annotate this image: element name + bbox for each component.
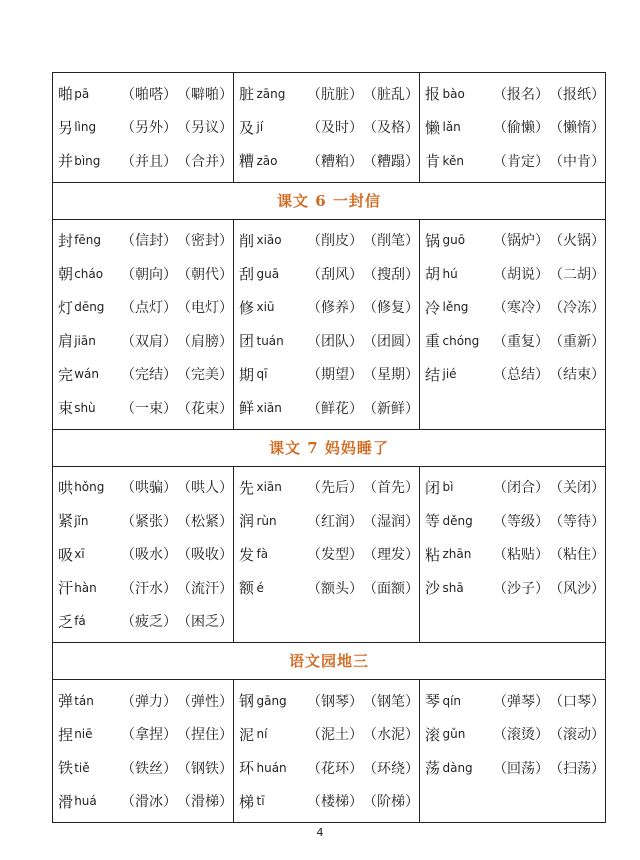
hanzi: 铁 (58, 759, 74, 778)
pinyin: guō (442, 233, 466, 248)
word-column (419, 467, 605, 643)
pinyin: dàng (442, 760, 473, 775)
hanzi: 糟 (239, 152, 255, 171)
pinyin: wán (74, 367, 99, 382)
word-example: （点灯） (121, 300, 177, 317)
word-example: （另外） (121, 120, 177, 137)
word-example: （肮脏） (307, 86, 363, 103)
word-example: （滚烫） (493, 727, 549, 744)
word-row (234, 538, 419, 572)
word-example: （滑冰） (121, 794, 177, 811)
hanzi: 闭 (425, 478, 441, 497)
word-row (53, 224, 233, 258)
word-example: （完结） (121, 367, 177, 384)
word-row (420, 224, 605, 258)
word-example: （修复） (363, 300, 419, 317)
word-row (234, 751, 419, 785)
hanzi: 削 (239, 231, 255, 250)
word-example: （冷冻） (549, 300, 605, 317)
word-example: （吸收） (177, 547, 233, 564)
word-example: （弹琴） (493, 693, 549, 710)
word-column (53, 680, 233, 822)
pinyin: tī (256, 794, 265, 809)
pinyin: lǎn (442, 120, 461, 135)
pinyin: huán (256, 760, 287, 775)
hanzi: 并 (58, 152, 74, 171)
pinyin: hǒng (74, 480, 105, 495)
hanzi: 灯 (58, 298, 74, 317)
word-row (234, 684, 419, 718)
word-example: （报纸） (549, 86, 605, 103)
word-example: （糟粕） (307, 153, 363, 170)
word-column (233, 73, 419, 182)
word-row (420, 504, 605, 538)
word-example: （闭合） (493, 480, 549, 497)
hanzi: 弹 (58, 692, 74, 711)
pinyin: tuán (256, 333, 284, 348)
word-column (53, 220, 233, 429)
word-example: （面额） (363, 580, 419, 597)
word-example: （弹性） (177, 693, 233, 710)
hanzi: 紧 (58, 512, 74, 531)
hanzi: 吸 (58, 545, 74, 564)
hanzi: 发 (239, 545, 255, 564)
pinyin: fá (74, 614, 86, 629)
word-example: （红润） (307, 513, 363, 530)
section-title: 语文园地三 (53, 643, 605, 680)
word-column (53, 467, 233, 643)
word-row (234, 111, 419, 145)
word-example: （二胡） (549, 266, 605, 283)
word-row (53, 77, 233, 111)
word-row (420, 571, 605, 605)
word-row (234, 257, 419, 291)
hanzi: 先 (239, 478, 255, 497)
hanzi: 报 (425, 85, 441, 104)
pinyin: gāng (256, 693, 287, 708)
word-example: （及格） (363, 120, 419, 137)
word-example: （鲜花） (307, 400, 363, 417)
word-example: （啪嗒） (121, 86, 177, 103)
word-row (420, 684, 605, 718)
word-row (420, 324, 605, 358)
word-example: （团队） (307, 333, 363, 350)
hanzi: 束 (58, 399, 74, 418)
word-example: （泥土） (307, 727, 363, 744)
pinyin: ní (256, 727, 268, 742)
hanzi: 泥 (239, 725, 255, 744)
word-example: （并且） (121, 153, 177, 170)
pinyin: rùn (256, 513, 277, 528)
word-example: （肩膀） (177, 333, 233, 350)
word-row (420, 538, 605, 572)
hanzi: 琴 (425, 692, 441, 711)
word-example: （发型） (307, 547, 363, 564)
pinyin: xī (74, 547, 85, 562)
hanzi: 重 (425, 332, 441, 351)
word-row (234, 224, 419, 258)
word-example: （理发） (363, 547, 419, 564)
word-example: （环绕） (363, 760, 419, 777)
pinyin: fēng (74, 233, 102, 248)
hanzi: 刮 (239, 265, 255, 284)
word-example: （额头） (307, 580, 363, 597)
word-example: （火锅） (549, 233, 605, 250)
lesson-block (53, 680, 605, 822)
word-example: （脏乱） (363, 86, 419, 103)
word-row (53, 471, 233, 505)
pinyin: jiān (74, 333, 96, 348)
word-example: （等待） (549, 513, 605, 530)
word-row (53, 538, 233, 572)
hanzi: 肩 (58, 332, 74, 351)
word-row (234, 144, 419, 178)
hanzi: 另 (58, 118, 74, 137)
pinyin: tiě (74, 760, 90, 775)
word-example: （一束） (121, 400, 177, 417)
pinyin: zhān (442, 547, 472, 562)
word-example: （重复） (493, 333, 549, 350)
word-example: （首先） (363, 480, 419, 497)
word-example: （花环） (307, 760, 363, 777)
hanzi: 锅 (425, 231, 441, 250)
hanzi: 冷 (425, 298, 441, 317)
word-example: （钢铁） (177, 760, 233, 777)
word-column (233, 680, 419, 822)
word-row (53, 291, 233, 325)
word-example: （削皮） (307, 233, 363, 250)
word-example: （水泥） (363, 727, 419, 744)
word-example: （噼啪） (177, 86, 233, 103)
word-example: （钢琴） (307, 693, 363, 710)
word-row (234, 391, 419, 425)
word-row (53, 324, 233, 358)
word-example: （风沙） (549, 580, 605, 597)
word-example: （偷懒） (493, 120, 549, 137)
hanzi: 团 (239, 332, 255, 351)
word-row (420, 257, 605, 291)
word-example: （密封） (177, 233, 233, 250)
pinyin: xiān (256, 400, 282, 415)
word-example: （星期） (363, 367, 419, 384)
word-example: （刮风） (307, 266, 363, 283)
lesson-block (53, 220, 605, 430)
vocabulary-table (52, 72, 606, 823)
word-example: （疲乏） (121, 614, 177, 631)
word-row (53, 571, 233, 605)
word-example: （扫荡） (549, 760, 605, 777)
word-example: （期望） (307, 367, 363, 384)
word-example: （结束） (549, 367, 605, 384)
word-example: （滚动） (549, 727, 605, 744)
hanzi: 封 (58, 231, 74, 250)
hanzi: 钢 (239, 692, 255, 711)
hanzi: 懒 (425, 118, 441, 137)
word-row (234, 471, 419, 505)
hanzi: 滚 (425, 725, 441, 744)
word-row (53, 785, 233, 819)
word-row (53, 605, 233, 639)
word-row (420, 77, 605, 111)
word-row (234, 358, 419, 392)
word-example: （钢笔） (363, 693, 419, 710)
pinyin: lěng (442, 300, 469, 315)
pinyin: lìng (74, 120, 97, 135)
word-example: （朝向） (121, 266, 177, 283)
word-example: （另议） (177, 120, 233, 137)
hanzi: 啪 (58, 85, 74, 104)
hanzi: 哄 (58, 478, 74, 497)
pinyin: kěn (442, 153, 464, 168)
pinyin: qī (256, 367, 268, 382)
word-row (234, 718, 419, 752)
word-row (53, 144, 233, 178)
hanzi: 润 (239, 512, 255, 531)
word-example: （松紧） (177, 513, 233, 530)
word-column (53, 73, 233, 182)
word-example: （沙子） (493, 580, 549, 597)
word-row (234, 571, 419, 605)
word-column (233, 220, 419, 429)
word-example: （捏住） (177, 727, 233, 744)
word-example: （寒冷） (493, 300, 549, 317)
hanzi: 结 (425, 365, 441, 384)
word-example: （阶梯） (363, 794, 419, 811)
pinyin: xiū (256, 300, 275, 315)
hanzi: 完 (58, 365, 74, 384)
word-example: （锅炉） (493, 233, 549, 250)
pinyin: tán (74, 693, 94, 708)
word-example: （报名） (493, 86, 549, 103)
word-example: （总结） (493, 367, 549, 384)
hanzi: 粘 (425, 545, 441, 564)
pinyin: fà (256, 547, 269, 562)
word-row (53, 504, 233, 538)
word-row (53, 684, 233, 718)
word-row (420, 718, 605, 752)
word-example: （楼梯） (307, 794, 363, 811)
word-row (53, 751, 233, 785)
hanzi: 肯 (425, 152, 441, 171)
pinyin: hàn (74, 580, 97, 595)
word-example: （中肯） (549, 153, 605, 170)
pinyin: dēng (74, 300, 105, 315)
pinyin: pā (74, 86, 90, 101)
pinyin: cháo (74, 266, 104, 281)
word-example: （懒惰） (549, 120, 605, 137)
section-title: 课文 7 妈妈睡了 (53, 430, 605, 467)
word-example: （铁丝） (121, 760, 177, 777)
word-example: （完美） (177, 367, 233, 384)
word-example: （胡说） (493, 266, 549, 283)
word-example: （及时） (307, 120, 363, 137)
word-row (420, 358, 605, 392)
hanzi: 沙 (425, 579, 441, 598)
pinyin: qín (442, 693, 462, 708)
word-row (234, 785, 419, 819)
word-row (234, 291, 419, 325)
word-example: （花束） (177, 400, 233, 417)
hanzi: 期 (239, 365, 255, 384)
hanzi: 汗 (58, 579, 74, 598)
word-row (53, 718, 233, 752)
hanzi: 额 (239, 579, 255, 598)
word-row (53, 358, 233, 392)
word-example: （糟蹋） (363, 153, 419, 170)
page-number: 4 (316, 826, 324, 839)
word-example: （汗水） (121, 580, 177, 597)
word-example: （弹力） (121, 693, 177, 710)
word-example: （紧张） (121, 513, 177, 530)
hanzi: 荡 (425, 759, 441, 778)
pinyin: chóng (442, 333, 480, 348)
word-example: （粘贴） (493, 547, 549, 564)
word-example: （滑梯） (177, 794, 233, 811)
hanzi: 捏 (58, 725, 74, 744)
pinyin: bào (442, 86, 465, 101)
word-row (420, 751, 605, 785)
hanzi: 滑 (58, 792, 74, 811)
word-example: （削笔） (363, 233, 419, 250)
word-example: （哄人） (177, 480, 233, 497)
word-row (53, 391, 233, 425)
word-example: （双肩） (121, 333, 177, 350)
pinyin: gǔn (442, 727, 466, 742)
word-row (420, 111, 605, 145)
hanzi: 等 (425, 512, 441, 531)
word-example: （等级） (493, 513, 549, 530)
word-example: （电灯） (177, 300, 233, 317)
word-example: （流汗） (177, 580, 233, 597)
word-example: （合并） (177, 153, 233, 170)
word-example: （修养） (307, 300, 363, 317)
hanzi: 朝 (58, 265, 74, 284)
hanzi: 环 (239, 759, 255, 778)
pinyin: xiāo (256, 233, 282, 248)
word-example: （湿润） (363, 513, 419, 530)
word-example: （先后） (307, 480, 363, 497)
word-example: （肯定） (493, 153, 549, 170)
word-row (420, 291, 605, 325)
word-example: （困乏） (177, 614, 233, 631)
pinyin: bì (442, 480, 454, 495)
word-example: （拿捏） (121, 727, 177, 744)
word-row (420, 144, 605, 178)
word-example: （新鲜） (363, 400, 419, 417)
pinyin: guā (256, 266, 280, 281)
hanzi: 鲜 (239, 399, 255, 418)
pinyin: é (256, 580, 264, 595)
pinyin: jié (442, 367, 457, 382)
section-title: 课文 6 一封信 (53, 183, 605, 220)
word-row (234, 77, 419, 111)
pinyin: zāng (256, 86, 286, 101)
hanzi: 及 (239, 118, 255, 137)
word-example: （哄骗） (121, 480, 177, 497)
word-row (53, 257, 233, 291)
word-example: （重新） (549, 333, 605, 350)
word-example: （团圆） (363, 333, 419, 350)
lesson-block (53, 467, 605, 644)
word-row (53, 111, 233, 145)
word-example: （搜刮） (363, 266, 419, 283)
pinyin: jǐn (74, 513, 89, 528)
pinyin: děng (442, 513, 473, 528)
word-column (233, 467, 419, 643)
pinyin: huá (74, 794, 97, 809)
word-row (234, 504, 419, 538)
hanzi: 胡 (425, 265, 441, 284)
word-column (419, 680, 605, 822)
word-example: （朝代） (177, 266, 233, 283)
word-example: （关闭） (549, 480, 605, 497)
pinyin: shù (74, 400, 96, 415)
pinyin: bìng (74, 153, 101, 168)
hanzi: 脏 (239, 85, 255, 104)
pinyin: jí (256, 120, 264, 135)
hanzi: 修 (239, 298, 255, 317)
word-example: （粘住） (549, 547, 605, 564)
word-example: （口琴） (549, 693, 605, 710)
word-example: （信封） (121, 233, 177, 250)
word-row (420, 471, 605, 505)
word-row (234, 324, 419, 358)
word-column (419, 220, 605, 429)
lesson-block (53, 73, 605, 183)
pinyin: shā (442, 580, 464, 595)
pinyin: xiān (256, 480, 282, 495)
hanzi: 乏 (58, 612, 74, 631)
word-example: （吸水） (121, 547, 177, 564)
hanzi: 梯 (239, 792, 255, 811)
pinyin: hú (442, 266, 458, 281)
pinyin: zāo (256, 153, 278, 168)
word-column (419, 73, 605, 182)
pinyin: niē (74, 727, 93, 742)
word-example: （回荡） (493, 760, 549, 777)
